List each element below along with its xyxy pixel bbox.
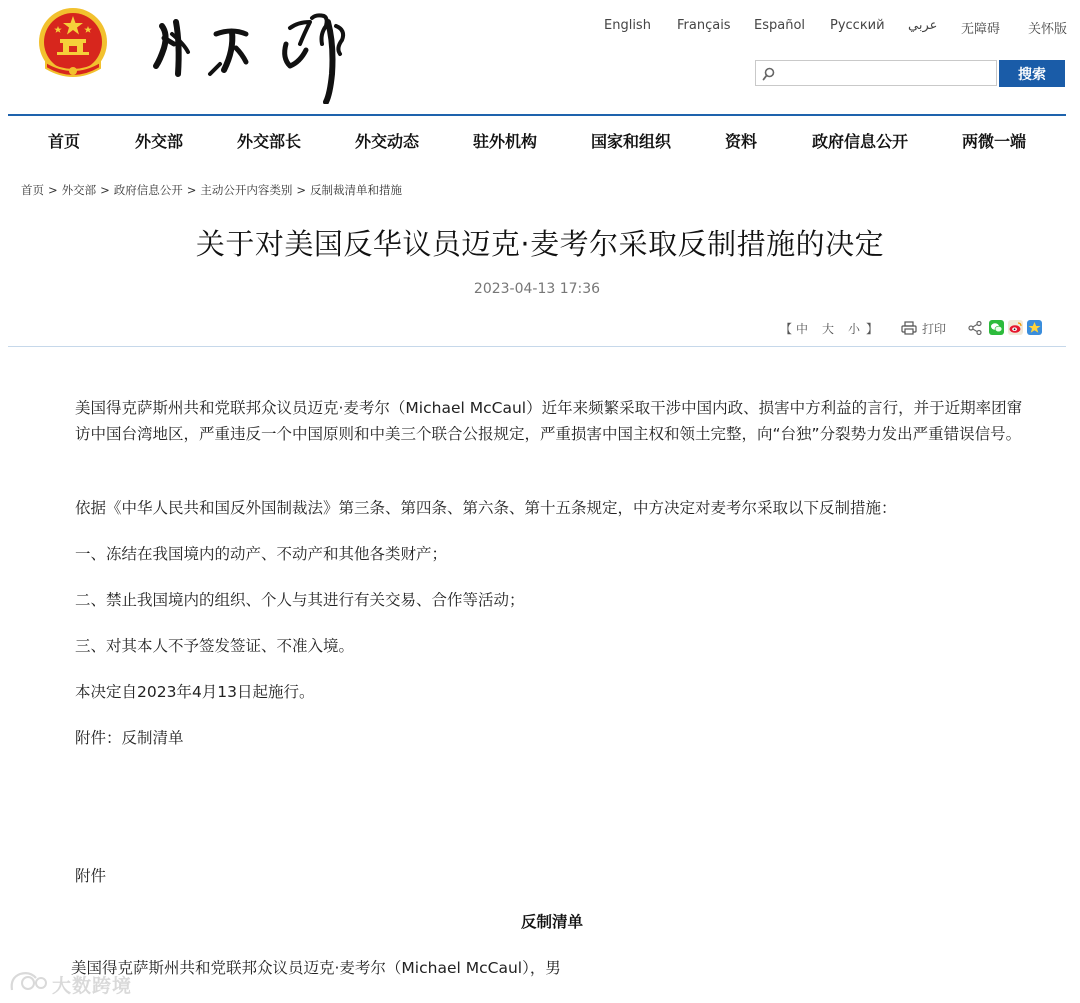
article-title: 关于对美国反华议员迈克·麦考尔采取反制措施的决定 [195,227,885,261]
font-size-bracket-open: 【 [780,322,793,336]
countermeasure-list-entry: 美国得克萨斯州共和党联邦众议员迈克·麦考尔（Michael McCaul），男 [71,959,561,977]
language-switcher [0,18,1080,38]
watermark-logo-icon [8,968,48,996]
lang-english-link[interactable]: English [604,18,651,33]
nav-item-ministry[interactable]: 外交部 [135,132,184,151]
search-button[interactable]: 搜索 [999,60,1065,87]
breadcrumb-gov-info[interactable]: 政府信息公开 [113,183,183,197]
share-icon[interactable] [968,321,982,338]
print-icon[interactable] [901,321,917,338]
site-header [0,0,1080,115]
main-nav [0,116,1080,162]
article-paragraph: 美国得克萨斯州共和党联邦众议员迈克·麦考尔（Michael McCaul）近年来频繁采取干涉中国内政、损害中方利益的言行，并于近期率团窜访中国台湾地区，严重违反一个中国原则和中美三个联合公报规定，严重损害中国主权和领土完整，向“台独”分裂势力发出严重错误信号。 [75,399,1023,443]
search-icon [762,66,776,80]
qzone-share-icon[interactable] [1027,320,1042,338]
nav-item-diplomatic-news[interactable]: 外交动态 [355,132,420,151]
nav-item-gov-info[interactable]: 政府信息公开 [812,132,909,151]
nav-item-resources[interactable]: 资料 [725,132,758,151]
breadcrumb-separator: > [100,183,110,197]
article-tools [0,320,1080,340]
countermeasure-list-title: 反制清单 [520,913,583,931]
search-input[interactable] [782,63,996,85]
article-paragraph: 附件：反制清单 [75,729,184,747]
watermark-text: 大数跨境 [52,975,133,997]
nav-item-home[interactable]: 首页 [48,132,81,151]
breadcrumb-separator: > [296,183,307,197]
weibo-share-icon[interactable] [1008,320,1023,338]
breadcrumb-home[interactable]: 首页 [21,183,44,197]
nav-item-countries-orgs[interactable]: 国家和组织 [591,132,672,151]
accessibility-link[interactable]: 无障碍 [961,22,1001,37]
print-link[interactable]: 打印 [922,322,947,336]
font-size-bracket-close: 】 [866,322,879,336]
nav-item-missions-abroad[interactable]: 驻外机构 [473,132,538,151]
font-size-medium-button[interactable]: 中 [796,322,809,336]
title-divider [8,346,1066,347]
article-paragraph: 本决定自2023年4月13日起施行。 [75,683,315,701]
breadcrumb-category[interactable]: 主动公开内容类别 [200,183,293,197]
breadcrumb-separator: > [48,183,58,197]
lang-arabic-link[interactable]: عربي [908,18,938,33]
wechat-share-icon[interactable] [989,320,1004,338]
article-datetime: 2023-04-13 17:36 [473,281,601,297]
lang-french-link[interactable]: Français [677,18,731,33]
breadcrumb-separator: > [186,183,197,197]
article-paragraph: 二、禁止我国境内的组织、个人与其进行有关交易、合作等活动； [75,591,525,609]
nav-item-social-media[interactable]: 两微一端 [962,132,1027,151]
breadcrumb [21,182,402,198]
search-box [755,60,997,86]
care-version-link[interactable]: 关怀版 [1028,22,1068,37]
font-size-large-button[interactable]: 大 [822,322,835,336]
nav-item-minister[interactable]: 外交部长 [237,132,302,151]
lang-russian-link[interactable]: Русский [830,18,885,33]
attachment-heading: 附件 [75,867,107,885]
breadcrumb-current[interactable]: 反制裁清单和措施 [310,183,403,197]
breadcrumb-ministry[interactable]: 外交部 [61,183,97,197]
lang-spanish-link[interactable]: Español [754,18,806,33]
watermark [8,968,148,998]
article-paragraph: 依据《中华人民共和国反外国制裁法》第三条、第四条、第六条、第十五条规定，中方决定对麦考尔采取以下反制措施： [75,499,897,517]
article-paragraph: 一、冻结在我国境内的动产、不动产和其他各类财产； [75,545,448,563]
font-size-small-button[interactable]: 小 [848,322,861,336]
article-paragraph: 三、对其本人不予签发签证、不准入境。 [75,637,355,655]
